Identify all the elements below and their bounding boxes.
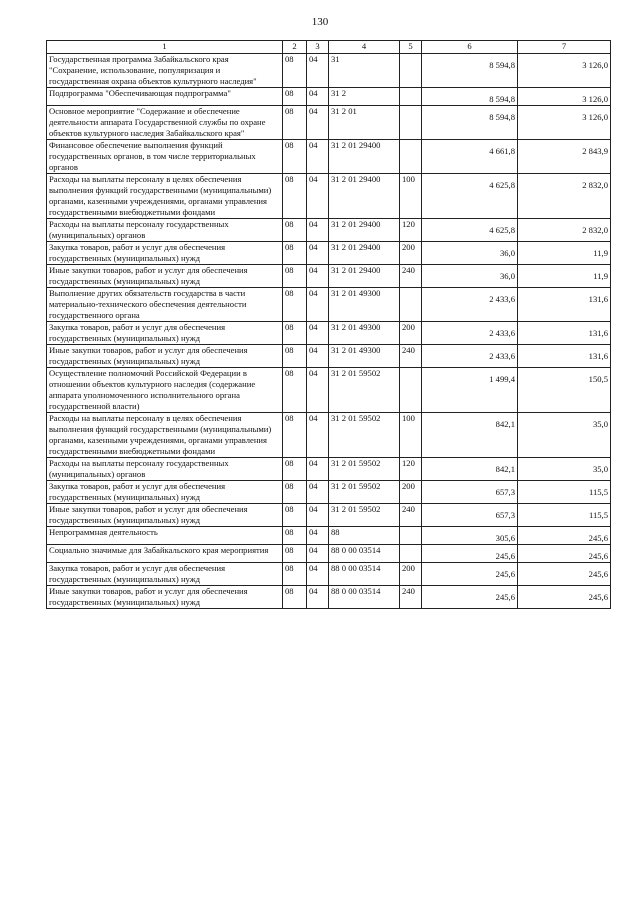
row-target-article-cell: 88 <box>329 527 400 545</box>
row-target-article-cell: 31 2 01 29400 <box>329 219 400 242</box>
column-header: 3 <box>307 41 329 54</box>
row-section-cell: 08 <box>283 504 307 527</box>
row-executed-cell-value: 3 126,0 <box>582 60 608 70</box>
row-section-cell: 08 <box>283 265 307 288</box>
row-target-article-cell: 31 2 01 29400 <box>329 140 400 174</box>
table-row <box>47 527 611 545</box>
table-row <box>47 586 611 609</box>
row-expense-type-cell <box>400 368 422 413</box>
column-header: 2 <box>283 41 307 54</box>
row-expense-type-cell <box>400 54 422 88</box>
row-expense-type-cell: 200 <box>400 322 422 345</box>
row-amount-cell-value: 245,6 <box>495 569 515 579</box>
row-executed-cell-value: 115,5 <box>588 487 608 497</box>
table-row <box>47 174 611 219</box>
row-executed-cell <box>518 586 611 609</box>
row-target-article-cell: 31 2 <box>329 88 400 106</box>
row-subsection-cell: 04 <box>307 504 329 527</box>
row-amount-cell <box>422 88 518 106</box>
table-row <box>47 481 611 504</box>
row-subsection-cell: 04 <box>307 88 329 106</box>
row-amount-cell <box>422 504 518 527</box>
row-amount-cell-value: 842,1 <box>495 464 515 474</box>
row-name-cell: Расходы на выплаты персоналу государственных (муниципальных) органов <box>47 458 283 481</box>
row-target-article-cell: 31 2 01 59502 <box>329 413 400 458</box>
row-name-cell: Расходы на выплаты персоналу в целях обеспечения выполнения функций государственными (муниципальными) органами, казенными учреждениями, органами управления государственными внебюджетными фондами <box>47 413 283 458</box>
row-executed-cell <box>518 345 611 368</box>
row-name-cell: Иные закупки товаров, работ и услуг для обеспечения государственных (муниципальных) нужд <box>47 265 283 288</box>
row-executed-cell-value: 11,9 <box>593 248 608 258</box>
row-amount-cell <box>422 265 518 288</box>
table-row <box>47 54 611 88</box>
row-subsection-cell: 04 <box>307 563 329 586</box>
row-expense-type-cell: 240 <box>400 345 422 368</box>
row-amount-cell-value: 4 625,8 <box>489 225 515 235</box>
row-section-cell: 08 <box>283 527 307 545</box>
row-executed-cell-value: 115,5 <box>588 510 608 520</box>
row-amount-cell <box>422 413 518 458</box>
row-subsection-cell: 04 <box>307 140 329 174</box>
column-header: 6 <box>422 41 518 54</box>
row-executed-cell-value: 150,5 <box>588 374 608 384</box>
row-executed-cell-value: 2 832,0 <box>582 180 608 190</box>
row-name-cell: Иные закупки товаров, работ и услуг для обеспечения государственных (муниципальных) нужд <box>47 586 283 609</box>
row-section-cell: 08 <box>283 88 307 106</box>
row-amount-cell <box>422 368 518 413</box>
row-executed-cell-value: 3 126,0 <box>582 112 608 122</box>
row-expense-type-cell <box>400 527 422 545</box>
row-subsection-cell: 04 <box>307 322 329 345</box>
row-target-article-cell: 31 2 01 59502 <box>329 481 400 504</box>
row-section-cell: 08 <box>283 458 307 481</box>
row-subsection-cell: 04 <box>307 368 329 413</box>
row-section-cell: 08 <box>283 174 307 219</box>
row-amount-cell-value: 305,6 <box>495 533 515 543</box>
row-amount-cell-value: 657,3 <box>495 510 515 520</box>
row-expense-type-cell: 200 <box>400 242 422 265</box>
row-target-article-cell: 31 2 01 59502 <box>329 504 400 527</box>
row-amount-cell-value: 8 594,8 <box>489 112 515 122</box>
row-amount-cell <box>422 106 518 140</box>
budget-table <box>46 40 611 609</box>
row-section-cell: 08 <box>283 545 307 563</box>
row-section-cell: 08 <box>283 345 307 368</box>
row-expense-type-cell: 240 <box>400 265 422 288</box>
row-amount-cell <box>422 527 518 545</box>
row-name-cell: Закупка товаров, работ и услуг для обеспечения государственных (муниципальных) нужд <box>47 563 283 586</box>
row-subsection-cell: 04 <box>307 527 329 545</box>
table-row <box>47 563 611 586</box>
row-executed-cell-value: 11,9 <box>593 271 608 281</box>
row-amount-cell-value: 36,0 <box>499 248 515 258</box>
row-expense-type-cell <box>400 88 422 106</box>
row-section-cell: 08 <box>283 563 307 586</box>
table-row <box>47 88 611 106</box>
row-executed-cell <box>518 481 611 504</box>
row-executed-cell-value: 245,6 <box>588 569 608 579</box>
row-section-cell: 08 <box>283 586 307 609</box>
row-name-cell: Расходы на выплаты персоналу в целях обеспечения выполнения функций государственными (муниципальными) органами, казенными учреждениями, органами управления государственными внебюджетными фондами <box>47 174 283 219</box>
row-subsection-cell: 04 <box>307 586 329 609</box>
row-executed-cell <box>518 413 611 458</box>
table-row <box>47 368 611 413</box>
row-expense-type-cell: 200 <box>400 563 422 586</box>
row-amount-cell <box>422 458 518 481</box>
row-expense-type-cell: 120 <box>400 458 422 481</box>
row-executed-cell-value: 2 843,9 <box>582 146 608 156</box>
row-name-cell: Непрограммная деятельность <box>47 527 283 545</box>
row-name-cell: Основное мероприятие "Содержание и обеспечение деятельности аппарата Государственной службы по охране объектов культурного наследия Забайкальского края" <box>47 106 283 140</box>
row-target-article-cell: 31 2 01 29400 <box>329 242 400 265</box>
row-section-cell: 08 <box>283 140 307 174</box>
row-amount-cell-value: 2 433,6 <box>489 328 515 338</box>
row-target-article-cell: 31 2 01 29400 <box>329 174 400 219</box>
row-expense-type-cell <box>400 545 422 563</box>
row-subsection-cell: 04 <box>307 242 329 265</box>
row-target-article-cell: 31 2 01 49300 <box>329 288 400 322</box>
row-executed-cell <box>518 322 611 345</box>
row-amount-cell-value: 8 594,8 <box>489 94 515 104</box>
row-target-article-cell: 31 2 01 59502 <box>329 458 400 481</box>
row-section-cell: 08 <box>283 54 307 88</box>
row-target-article-cell: 88 0 00 03514 <box>329 563 400 586</box>
table-row <box>47 219 611 242</box>
table-row <box>47 345 611 368</box>
row-amount-cell <box>422 288 518 322</box>
row-subsection-cell: 04 <box>307 174 329 219</box>
row-name-cell: Закупка товаров, работ и услуг для обеспечения государственных (муниципальных) нужд <box>47 322 283 345</box>
row-executed-cell <box>518 88 611 106</box>
row-subsection-cell: 04 <box>307 54 329 88</box>
row-amount-cell-value: 2 433,6 <box>489 294 515 304</box>
row-amount-cell-value: 245,6 <box>495 551 515 561</box>
row-executed-cell <box>518 219 611 242</box>
row-target-article-cell: 31 <box>329 54 400 88</box>
row-name-cell: Государственная программа Забайкальского края "Сохранение, использование, популяризация и государственная охрана объектов культурного наследия" <box>47 54 283 88</box>
row-expense-type-cell <box>400 140 422 174</box>
row-name-cell: Иные закупки товаров, работ и услуг для обеспечения государственных (муниципальных) нужд <box>47 504 283 527</box>
row-amount-cell <box>422 140 518 174</box>
row-name-cell: Финансовое обеспечение выполнения функций государственных органов, в том числе территориальных органов <box>47 140 283 174</box>
row-target-article-cell: 31 2 01 <box>329 106 400 140</box>
row-target-article-cell: 88 0 00 03514 <box>329 545 400 563</box>
row-amount-cell <box>422 563 518 586</box>
row-subsection-cell: 04 <box>307 265 329 288</box>
column-header: 7 <box>518 41 611 54</box>
row-executed-cell-value: 131,6 <box>588 351 608 361</box>
table-row <box>47 322 611 345</box>
row-amount-cell <box>422 322 518 345</box>
row-executed-cell <box>518 106 611 140</box>
row-subsection-cell: 04 <box>307 413 329 458</box>
table-row <box>47 504 611 527</box>
table-row <box>47 242 611 265</box>
row-amount-cell <box>422 345 518 368</box>
row-executed-cell <box>518 242 611 265</box>
row-executed-cell-value: 245,6 <box>588 592 608 602</box>
row-subsection-cell: 04 <box>307 345 329 368</box>
row-target-article-cell: 31 2 01 49300 <box>329 322 400 345</box>
row-executed-cell-value: 245,6 <box>588 551 608 561</box>
row-expense-type-cell: 240 <box>400 586 422 609</box>
row-amount-cell <box>422 54 518 88</box>
row-executed-cell <box>518 288 611 322</box>
row-executed-cell <box>518 545 611 563</box>
row-executed-cell <box>518 504 611 527</box>
row-expense-type-cell: 100 <box>400 413 422 458</box>
table-row <box>47 545 611 563</box>
row-amount-cell-value: 657,3 <box>495 487 515 497</box>
row-section-cell: 08 <box>283 413 307 458</box>
table-row <box>47 413 611 458</box>
row-executed-cell <box>518 174 611 219</box>
row-section-cell: 08 <box>283 368 307 413</box>
row-subsection-cell: 04 <box>307 481 329 504</box>
row-name-cell: Осуществление полномочий Российской Федерации в отношении объектов культурного наследия (содержание аппарата уполномоченного исполнительного органа государственной власти) <box>47 368 283 413</box>
row-amount-cell <box>422 242 518 265</box>
row-executed-cell <box>518 368 611 413</box>
row-section-cell: 08 <box>283 322 307 345</box>
row-section-cell: 08 <box>283 219 307 242</box>
row-executed-cell <box>518 54 611 88</box>
row-executed-cell <box>518 140 611 174</box>
row-subsection-cell: 04 <box>307 106 329 140</box>
row-amount-cell <box>422 481 518 504</box>
row-name-cell: Выполнение других обязательств государства в части материально-технического обеспечения деятельности государственного органа <box>47 288 283 322</box>
row-section-cell: 08 <box>283 242 307 265</box>
row-target-article-cell: 31 2 01 59502 <box>329 368 400 413</box>
table-row <box>47 458 611 481</box>
row-section-cell: 08 <box>283 288 307 322</box>
table-row <box>47 265 611 288</box>
row-subsection-cell: 04 <box>307 545 329 563</box>
row-executed-cell-value: 131,6 <box>588 328 608 338</box>
row-amount-cell <box>422 219 518 242</box>
table-row <box>47 106 611 140</box>
row-expense-type-cell: 120 <box>400 219 422 242</box>
row-section-cell: 08 <box>283 481 307 504</box>
row-name-cell: Расходы на выплаты персоналу государственных (муниципальных) органов <box>47 219 283 242</box>
table-row <box>47 288 611 322</box>
row-executed-cell-value: 131,6 <box>588 294 608 304</box>
row-amount-cell <box>422 586 518 609</box>
page-number: 130 <box>311 16 329 28</box>
row-executed-cell-value: 35,0 <box>592 464 608 474</box>
column-header-row <box>47 41 611 54</box>
row-amount-cell-value: 245,6 <box>495 592 515 602</box>
row-amount-cell-value: 1 499,4 <box>489 374 515 384</box>
row-executed-cell <box>518 527 611 545</box>
row-amount-cell-value: 842,1 <box>495 419 515 429</box>
row-amount-cell <box>422 545 518 563</box>
row-amount-cell-value: 8 594,8 <box>489 60 515 70</box>
row-expense-type-cell: 240 <box>400 504 422 527</box>
table-row <box>47 140 611 174</box>
row-expense-type-cell: 200 <box>400 481 422 504</box>
row-executed-cell-value: 35,0 <box>592 419 608 429</box>
column-header: 4 <box>329 41 400 54</box>
column-header: 1 <box>47 41 283 54</box>
row-amount-cell <box>422 174 518 219</box>
row-name-cell: Закупка товаров, работ и услуг для обеспечения государственных (муниципальных) нужд <box>47 481 283 504</box>
row-executed-cell-value: 2 832,0 <box>582 225 608 235</box>
row-executed-cell <box>518 458 611 481</box>
row-executed-cell-value: 245,6 <box>588 533 608 543</box>
row-amount-cell-value: 4 661,8 <box>489 146 515 156</box>
row-target-article-cell: 31 2 01 49300 <box>329 345 400 368</box>
row-executed-cell <box>518 265 611 288</box>
row-amount-cell-value: 2 433,6 <box>489 351 515 361</box>
column-header: 5 <box>400 41 422 54</box>
row-subsection-cell: 04 <box>307 458 329 481</box>
row-expense-type-cell <box>400 288 422 322</box>
row-expense-type-cell <box>400 106 422 140</box>
row-name-cell: Иные закупки товаров, работ и услуг для обеспечения государственных (муниципальных) нужд <box>47 345 283 368</box>
row-name-cell: Закупка товаров, работ и услуг для обеспечения государственных (муниципальных) нужд <box>47 242 283 265</box>
row-name-cell: Социально значимые для Забайкальского края мероприятия <box>47 545 283 563</box>
row-amount-cell-value: 4 625,8 <box>489 180 515 190</box>
row-target-article-cell: 88 0 00 03514 <box>329 586 400 609</box>
row-section-cell: 08 <box>283 106 307 140</box>
row-subsection-cell: 04 <box>307 219 329 242</box>
row-executed-cell-value: 3 126,0 <box>582 94 608 104</box>
row-expense-type-cell: 100 <box>400 174 422 219</box>
row-executed-cell <box>518 563 611 586</box>
row-name-cell: Подпрограмма "Обеспечивающая подпрограмма" <box>47 88 283 106</box>
row-subsection-cell: 04 <box>307 288 329 322</box>
row-amount-cell-value: 36,0 <box>499 271 515 281</box>
row-target-article-cell: 31 2 01 29400 <box>329 265 400 288</box>
